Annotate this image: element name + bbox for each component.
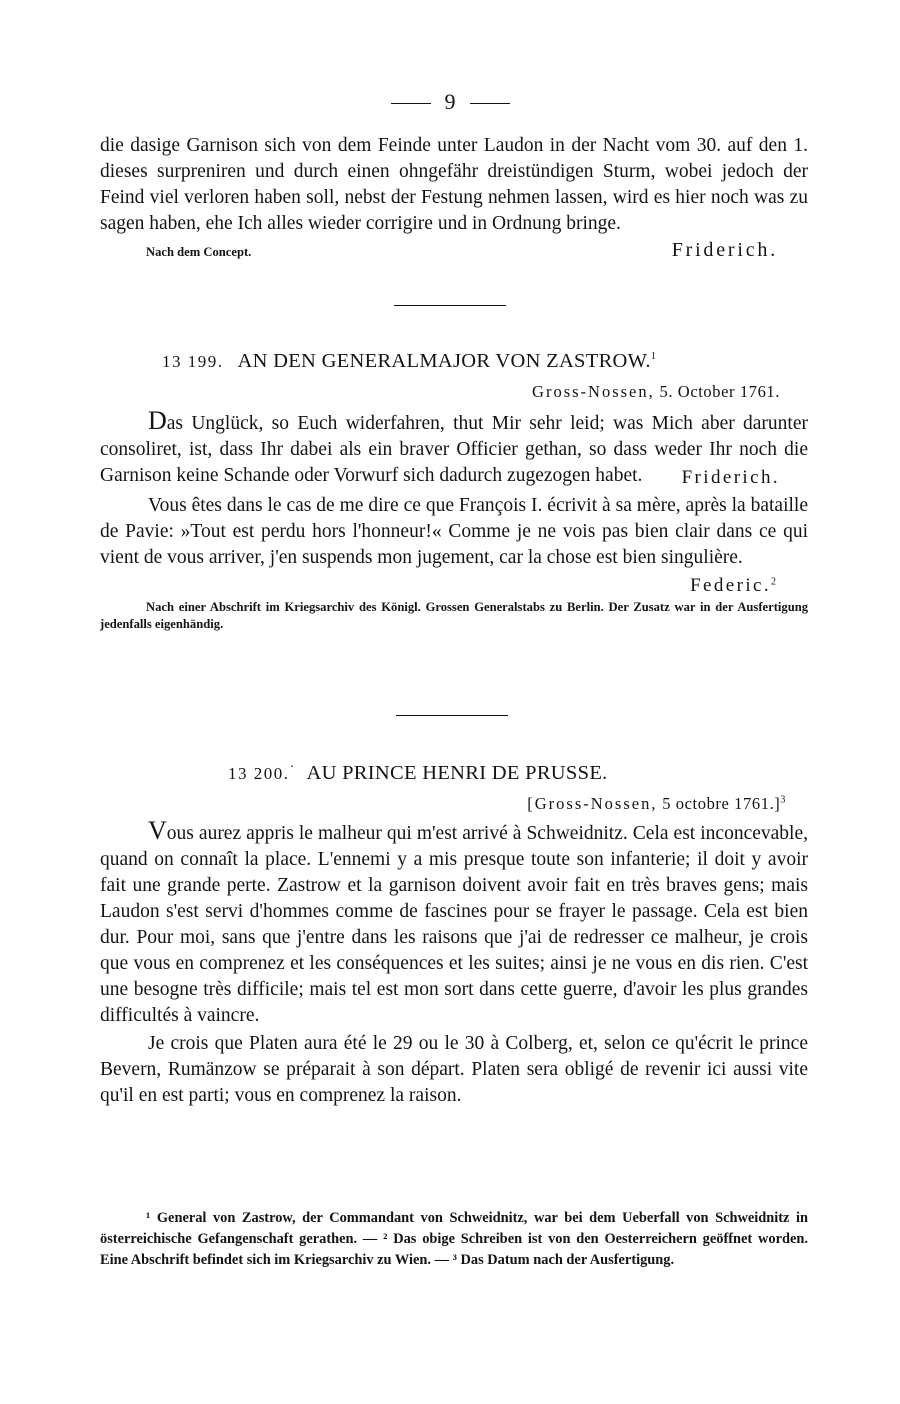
divider-1 [394,305,506,306]
intro-source: Nach dem Concept. [146,245,252,259]
intro-signature: Friderich. [671,239,778,261]
page-number-dash-right [470,103,510,104]
letter-13200-number: 13 200. [228,764,290,783]
letter-13199-place-date [532,381,780,403]
divider-2 [396,715,508,716]
letter-13199-signature-2: Federic. [690,575,771,596]
letter-13199-body [100,408,808,633]
letter-13200-heading [228,760,608,787]
letter-13199-signature-2-row [100,575,808,597]
page-number-dash-left [391,103,431,104]
page-number-value: 9 [444,89,456,114]
letter-13199-place: Gross-Nossen, [532,382,655,401]
letter-13200-paragraph-2: Je crois que Platen aura été le 29 ou le 30 à Colberg, et, selon ce qu'écrit le prince Bevern, Rumänzow se préparait à son départ. Platen sera obligé de revenir ici aussi vite qu'il en est parti; vous en comprenez la raison. [100,1033,808,1106]
letter-13199-signature-2-note: 2 [771,576,776,588]
letter-13199-paragraph-1: Das Unglück, so Euch widerfahren, thut Mir sehr leid; was Mich aber darunter consoliret, ist, dass Ihr dabei als ein braver Officier gethan, so dass weder Ihr noch die Garnison keine Schande oder Vorwurf sich dadurch zugezogen habet. [100,406,808,486]
letter-13200-place-date [527,793,786,815]
letter-13199-title-note: 1 [650,351,657,363]
letter-13200-body [100,818,808,1109]
letter-13199-source: Nach einer Abschrift im Kriegsarchiv des Königl. Grossen Generalstabs zu Berlin. Der Zusatz war in der Ausfertigung jedenfalls eigenhändig. [100,600,808,631]
letter-13200-paragraph-1: Vous aurez appris le malheur qui m'est arrivé à Schweidnitz. Cela est inconcevable, quand on connaît la place. L'ennemi y a mis presque toute son infanterie; il doit y avoir fait une grande perte. Zastrow et la garnison doivent avoir fait en très braves gens; mais Laudon s'est servi d'hommes comme de fascines pour se frayer le passage. Cela est bien dur. Pour moi, sans que j'entre dans les raisons que j'ai de redresser ce malheur, je crois que vous en comprenez et les conséquences et les suites; ainsi je ne vous en dis rien. C'est une besogne très difficile; mais tel est mon sort dans cette guerre, d'avoir les plus grandes difficultés à vaincre. [100,816,808,1026]
letter-13199-date: 5. October 1761. [659,382,780,401]
letter-13200-date: 5 octobre 1761.] [662,794,781,813]
letter-13199-number: 13 199. [162,352,224,371]
letter-13199-title: AN DEN GENERALMAJOR VON ZASTROW. [237,350,651,372]
intro-section [100,133,808,262]
footnotes-text: ¹ General von Zastrow, der Commandant von Schweidnitz, war bei dem Ueberfall von Schweidnitz in österreichische Gefangenschaft gerathen. — ² Das obige Schreiben ist von den Oesterreichern geöffnet worden. Eine Abschrift befindet sich im Kriegsarchiv zu Wien. — ³ Das Datum nach der Ausfertigung. [100,1210,808,1268]
letter-13199-signature-1: Friderich. [681,467,780,488]
page-number [0,88,900,116]
letter-13200-date-note: 3 [780,794,786,806]
letter-13199-paragraph-2: Vous êtes dans le cas de me dire ce que François I. écrivit à sa mère, après la bataille de Pavie: »Tout est perdu hors l'honneur!« Comme je ne vois pas bien clair dans ce qui vient de vous arriver, j'en suspends mon jugement, car la chose est bien singulière. [100,495,808,568]
intro-source-row [100,239,808,262]
letter-13199-heading [162,348,656,375]
letter-13200-title: AU PRINCE HENRI DE PRUSSE. [306,762,608,784]
letter-13200-place: [Gross-Nossen, [527,794,658,813]
footnotes [100,1208,808,1271]
letter-13200-mark: · [289,760,295,776]
intro-paragraph: die dasige Garnison sich von dem Feinde unter Laudon in der Nacht vom 30. auf den 1. dieses surpreniren und durch einen ohngefähr dreistündigen Sturm, wobei jedoch der Feind viel verloren haben soll, nebst der Festung nehmen lassen, wird es hier noch was zu sagen haben, ehe Ich alles wieder corrigire und in Ordnung bringe. [100,135,808,234]
